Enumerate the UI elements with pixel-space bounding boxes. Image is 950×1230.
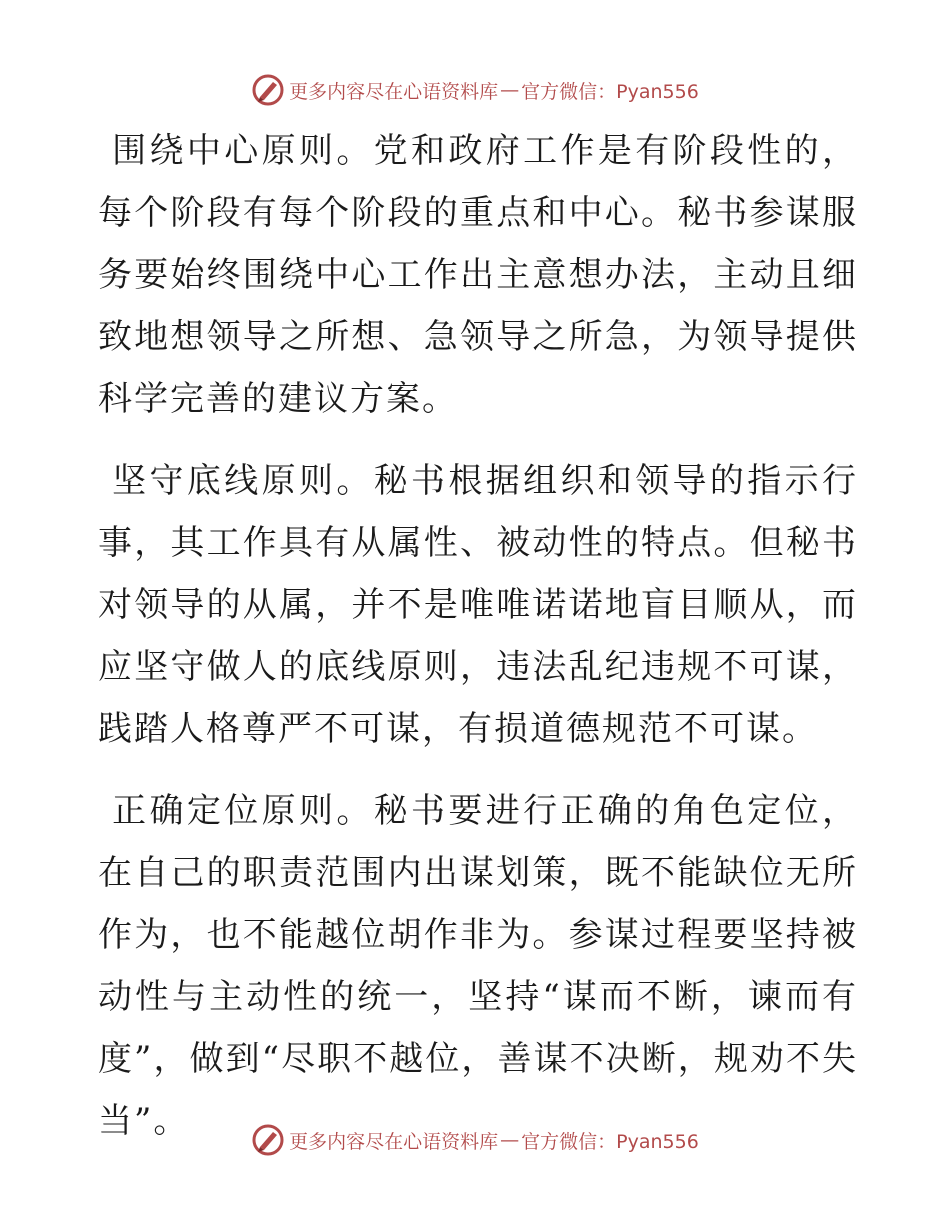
paragraph-bottom-line-principle: 坚守底线原则。秘书根据组织和领导的指示行事，其工作具有从属性、被动性的特点。但秘书对领导的从属，并不是唯唯诺诺地盲目顺从，而应坚守做人的底线原则，违法乱纪违规不可谋，践踏人格尊严不可谋，有损道德规范不可谋。 (98, 461, 858, 749)
document-body (98, 120, 858, 1172)
paragraph-positioning-principle: 正确定位原则。秘书要进行正确的角色定位，在自己的职责范围内出谋划策，既不能缺位无所作为，也不能越位胡作非为。参谋过程要坚持被动性与主动性的统一，坚持“谋而不断，谏而有度”，做到“尽职不越位，善谋不决断，规劝不失当”。 (98, 791, 858, 1141)
header-banner (0, 70, 950, 110)
footer-wechat-text: 官方微信：Pyan556 (521, 1130, 699, 1153)
header-wechat-text: 官方微信：Pyan556 (521, 80, 699, 103)
pen-logo-icon (251, 73, 285, 107)
footer-separator: — (500, 1129, 520, 1151)
header-site-text: 更多内容尽在心语资料库 (289, 80, 499, 103)
pen-logo-icon (251, 1123, 285, 1157)
paragraph-center-principle: 围绕中心原则。党和政府工作是有阶段性的，每个阶段有每个阶段的重点和中心。秘书参谋服务要始终围绕中心工作出主意想办法，主动且细致地想领导之所想、急领导之所急，为领导提供科学完善的建议方案。 (98, 131, 858, 419)
footer-banner (0, 1120, 950, 1160)
header-separator: — (500, 79, 520, 101)
footer-site-text: 更多内容尽在心语资料库 (289, 1130, 499, 1153)
